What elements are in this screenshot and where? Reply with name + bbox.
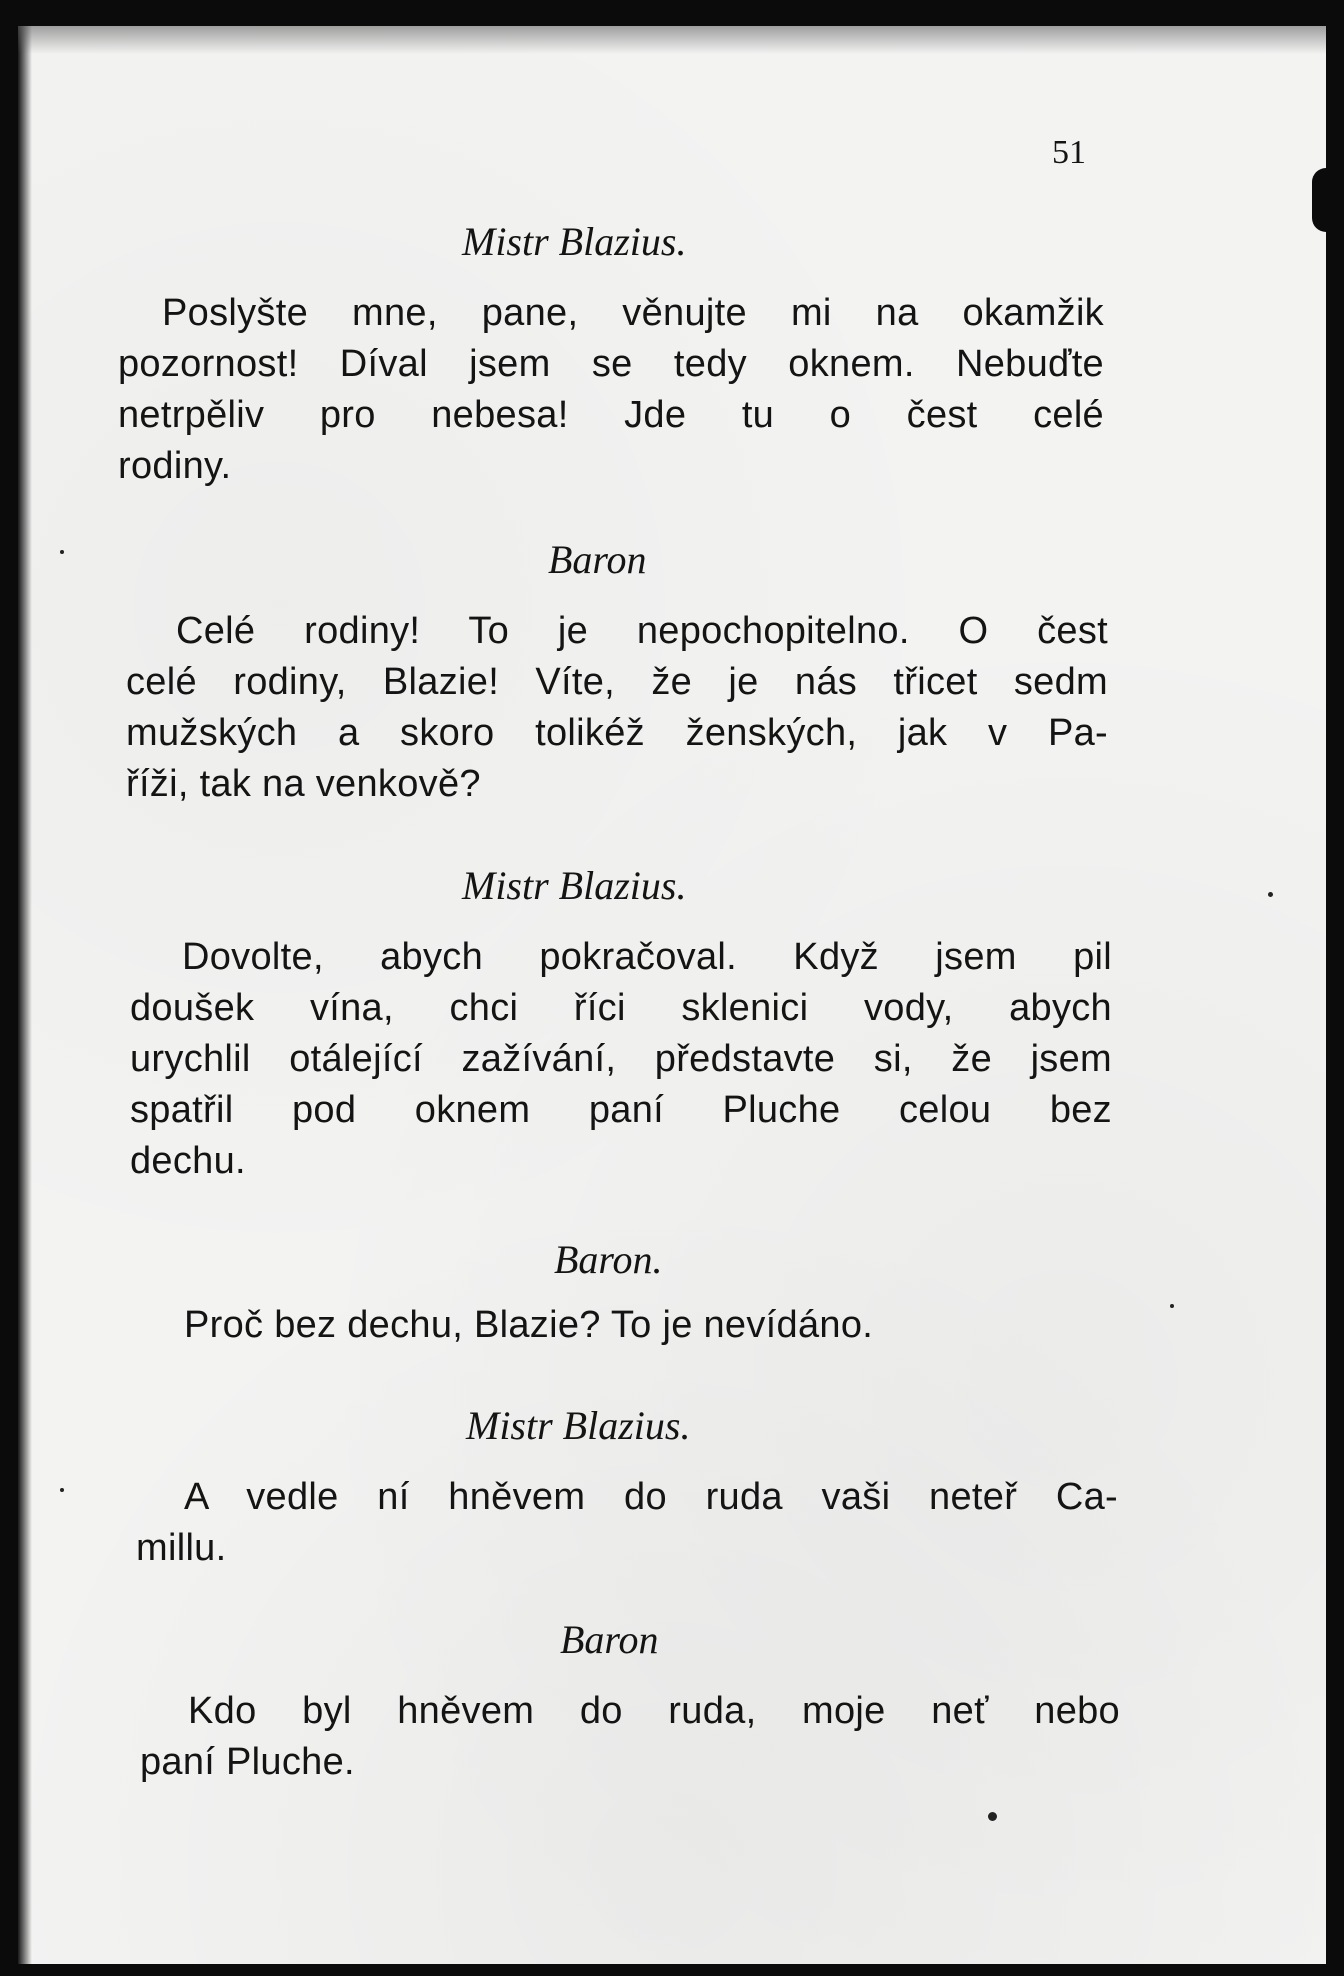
dialogue-line: Poslyšte mne, pane, věnujte mi na okamžik	[162, 292, 1104, 334]
dialogue-line: millu.	[136, 1527, 227, 1569]
dialogue-line: paní Pluche.	[140, 1741, 355, 1783]
dialogue-line: Proč bez dechu, Blazie? To je nevídáno.	[184, 1304, 874, 1346]
dialogue-line: říži, tak na venkově?	[126, 763, 481, 805]
dialogue-line: Dovolte, abych pokračoval. Když jsem pil	[182, 936, 1112, 978]
ink-speck	[1170, 1304, 1174, 1308]
ink-speck	[988, 1812, 997, 1821]
dialogue-line: doušek vína, chci říci sklenici vody, abych	[130, 987, 1112, 1029]
speaker-name: Mistr Blazius.	[466, 1403, 691, 1448]
page-edge-notch	[1312, 168, 1334, 232]
speaker-name: Baron	[560, 1617, 659, 1662]
dialogue-line: celé rodiny, Blazie! Víte, že je nás třicet sedm	[126, 661, 1108, 703]
page-top-shadow	[18, 26, 1326, 54]
ink-speck	[60, 550, 64, 554]
dialogue-line: netrpěliv pro nebesa! Jde tu o čest celé	[118, 394, 1104, 436]
dialogue-line: spatřil pod oknem paní Pluche celou bez	[130, 1089, 1112, 1131]
ink-speck	[1268, 892, 1273, 897]
speaker-name: Baron.	[554, 1237, 663, 1282]
dialogue-line: Celé rodiny! To je nepochopitelno. O čest	[176, 610, 1108, 652]
speaker-name: Baron	[548, 537, 647, 582]
dialogue-line: urychlil otálející zažívání, představte si, že jsem	[130, 1038, 1112, 1080]
page-left-shadow	[18, 26, 32, 1964]
ink-speck	[60, 1488, 64, 1492]
speaker-name: Mistr Blazius.	[462, 219, 687, 264]
speaker-name: Mistr Blazius.	[462, 863, 687, 908]
dialogue-line: dechu.	[130, 1140, 246, 1182]
dialogue-line: Kdo byl hněvem do ruda, moje neť nebo	[188, 1690, 1120, 1732]
dialogue-line: mužských a skoro tolikéž ženských, jak v Pa-	[126, 712, 1108, 754]
page-number: 51	[1052, 134, 1086, 171]
dialogue-line: pozornost! Díval jsem se tedy oknem. Nebuďte	[118, 343, 1104, 385]
dialogue-line: A vedle ní hněvem do ruda vaši neteř Ca-	[184, 1476, 1118, 1518]
dialogue-line: rodiny.	[118, 445, 232, 487]
